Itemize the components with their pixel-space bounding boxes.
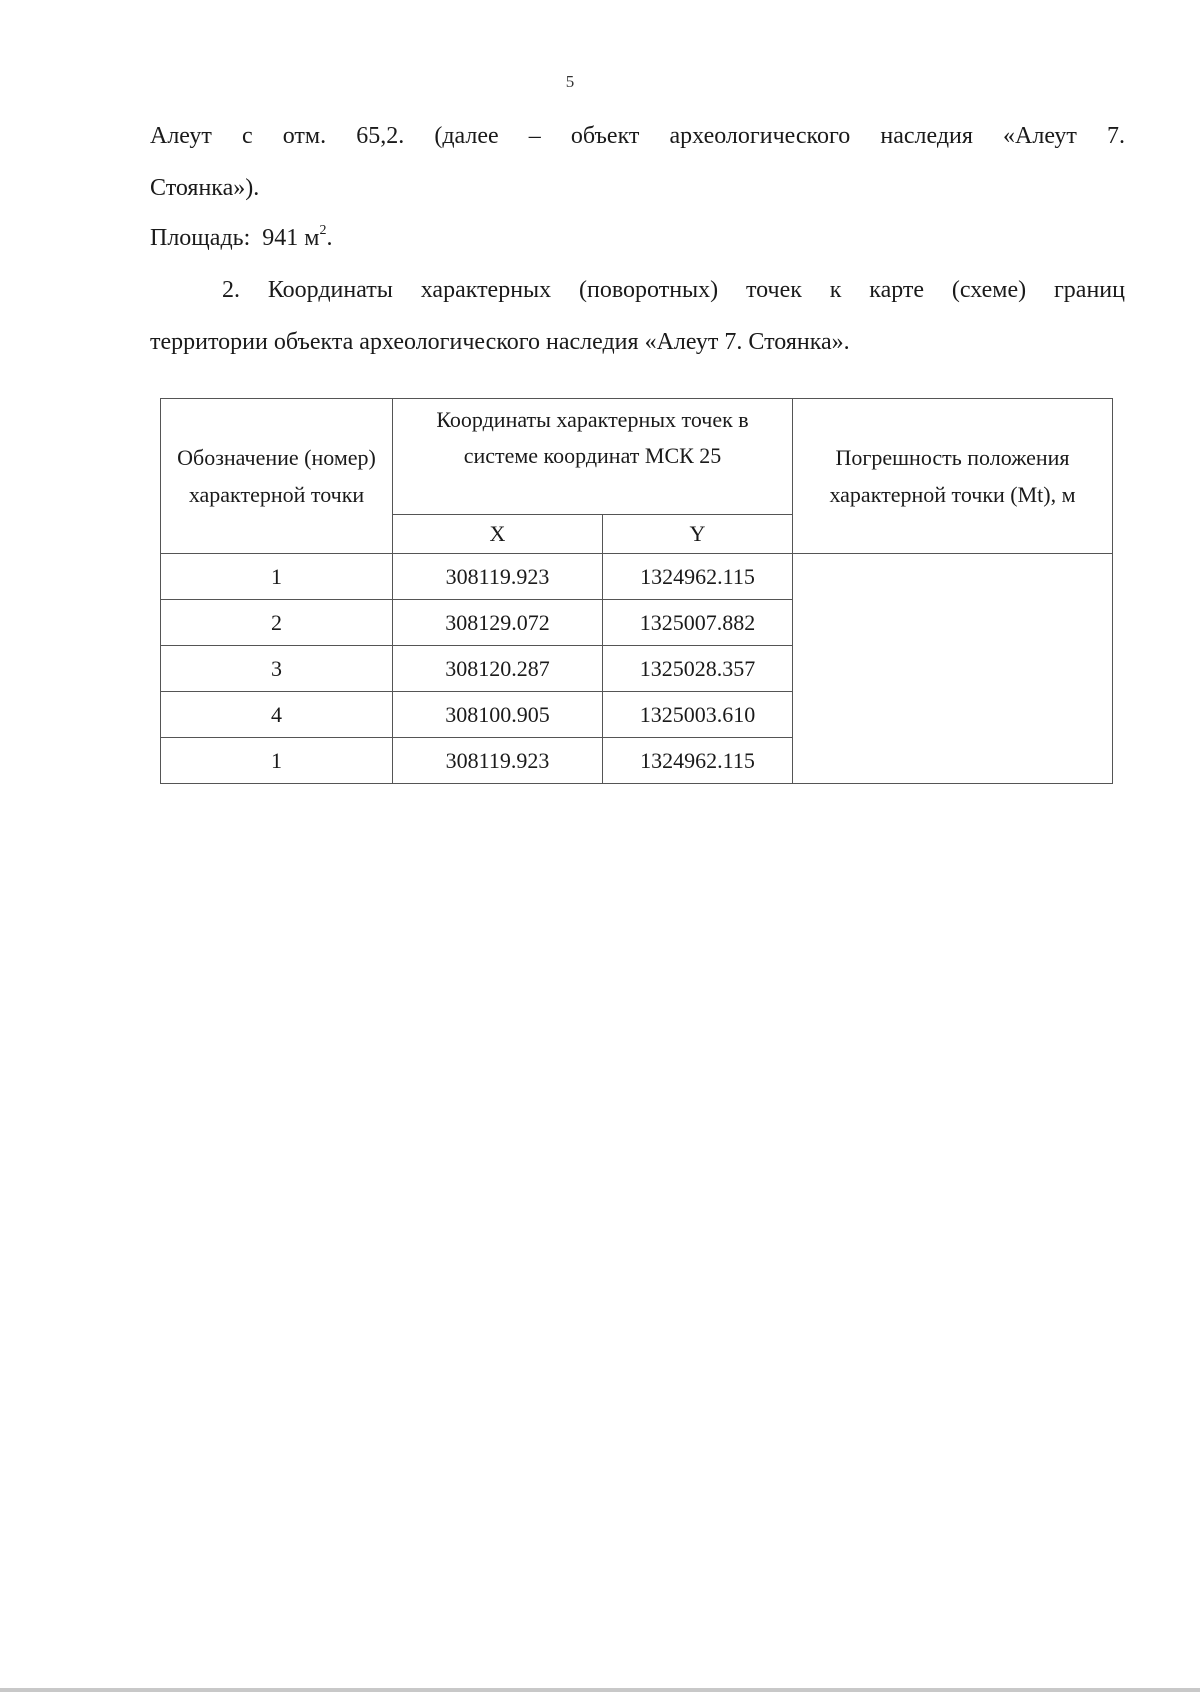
cell-error: [793, 554, 1113, 784]
cell-point: 1: [161, 738, 393, 784]
cell-y: 1324962.115: [603, 554, 793, 600]
cell-point: 3: [161, 646, 393, 692]
cell-y: 1325003.610: [603, 692, 793, 738]
header-coordinates: Координаты характерных точек в системе координат МСК 25: [393, 399, 793, 515]
cell-point: 2: [161, 600, 393, 646]
cell-x: 308120.287: [393, 646, 603, 692]
paragraph-object-description: [150, 110, 1125, 214]
paragraph-coordinates-intro: [150, 264, 1125, 368]
cell-x: 308100.905: [393, 692, 603, 738]
header-designation: Обозначение (номер) характерной точки: [161, 399, 393, 554]
page-bottom-divider: [0, 1688, 1200, 1692]
cell-point: 1: [161, 554, 393, 600]
area-line: [150, 212, 1125, 264]
cell-x: 308119.923: [393, 738, 603, 784]
cell-point: 4: [161, 692, 393, 738]
paragraph-line: территории объекта археологического наследия «Алеут 7. Стоянка».: [150, 329, 850, 355]
area-unit-superscript: 2: [319, 223, 327, 238]
paragraph-line: Алеут с отм. 65,2. (далее – объект археологического наследия «Алеут 7.: [150, 123, 1125, 149]
cell-y: 1325007.882: [603, 600, 793, 646]
table-header-row: [161, 399, 1113, 515]
cell-y: 1324962.115: [603, 738, 793, 784]
area-value: 941 м: [262, 225, 320, 251]
cell-x: 308129.072: [393, 600, 603, 646]
cell-x: 308119.923: [393, 554, 603, 600]
header-x: X: [393, 515, 603, 554]
area-end: .: [326, 225, 333, 251]
area-label: Площадь:: [150, 225, 251, 251]
paragraph-line: 2. Координаты характерных (поворотных) точек к карте (схеме) границ: [222, 277, 1125, 303]
page-number: 5: [565, 72, 575, 91]
header-y: Y: [603, 515, 793, 554]
paragraph-line: Стоянка»).: [150, 175, 260, 201]
cell-y: 1325028.357: [603, 646, 793, 692]
coordinates-table: [160, 398, 1113, 784]
table-row: [161, 554, 1113, 600]
header-error: Погрешность положения характерной точки (Mt), м: [793, 399, 1113, 554]
